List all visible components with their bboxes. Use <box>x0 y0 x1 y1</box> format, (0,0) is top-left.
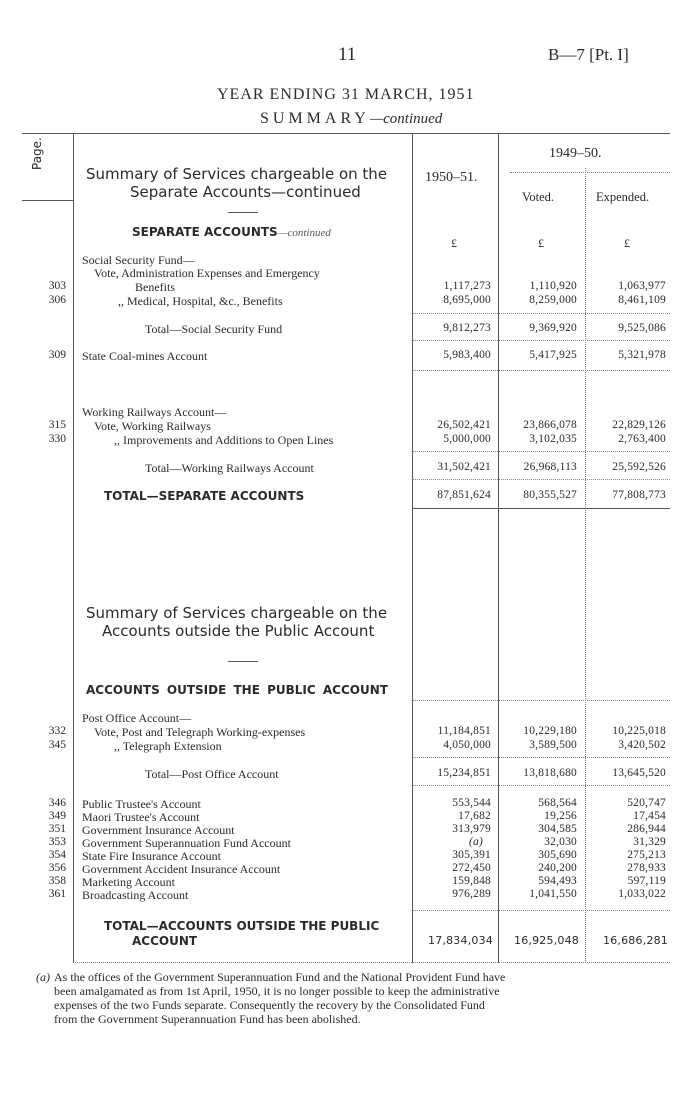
page-ref: 356 <box>48 862 66 874</box>
value-voted: 305,690 <box>538 849 577 861</box>
col-voted-header: Voted. <box>522 190 555 204</box>
summary-heading-line1: Summary of Services chargeable on the <box>86 165 388 183</box>
value-expended: 1,063,977 <box>618 280 666 292</box>
row-description: ,, Improvements and Additions to Open Lines <box>114 433 334 447</box>
value-1950: 305,391 <box>452 849 491 861</box>
value-expended: 8,461,109 <box>618 294 666 306</box>
value-voted: 240,200 <box>538 862 577 874</box>
value-expended: 1,033,022 <box>618 888 666 900</box>
summary-heading-line2 <box>130 183 361 201</box>
total-value-expended: 13,645,520 <box>612 767 666 779</box>
value-voted: 3,589,500 <box>529 739 577 751</box>
separate-accounts-heading-text: SEPARATE ACCOUNTS <box>132 225 278 239</box>
value-expended: 286,944 <box>627 823 666 835</box>
page-ref: 303 <box>48 280 66 292</box>
value-expended: 5,321,978 <box>618 349 666 361</box>
grand-total-expended: 16,686,281 <box>603 934 668 947</box>
value-expended: 17,454 <box>633 810 666 822</box>
page-col-divider <box>73 133 74 963</box>
heading-short-rule <box>228 661 258 662</box>
row-description: Maori Trustee's Account <box>82 810 200 824</box>
total-working-railways-label: Total—Working Railways Account <box>145 461 314 475</box>
separate-accounts-heading-cont: —continued <box>277 227 331 239</box>
total-value-expended: 9,525,086 <box>618 322 666 334</box>
total-value-1950: 31,502,421 <box>437 461 491 473</box>
section-rule <box>413 370 670 371</box>
total-value-expended: 25,592,526 <box>612 461 666 473</box>
page-ref: 345 <box>48 739 66 751</box>
coal-mines-label: State Coal-mines Account <box>82 349 208 363</box>
year-title: YEAR ENDING 31 MARCH, 1951 <box>217 86 475 103</box>
value-voted: 23,866,078 <box>523 419 577 431</box>
subtotal-rule <box>413 313 670 314</box>
value-expended: 2,763,400 <box>618 433 666 445</box>
total-outside-label-line2: ACCOUNT <box>132 934 198 948</box>
total-value-voted: 13,818,680 <box>523 767 577 779</box>
row-description: Broadcasting Account <box>82 888 189 902</box>
row-description: Government Accident Insurance Account <box>82 862 281 876</box>
pound-sign-expended: £ <box>624 236 630 250</box>
footnote-line: from the Government Superannuation Fund has been abolished. <box>54 1012 361 1026</box>
total-value-voted: 26,968,113 <box>523 461 577 473</box>
subtotal-rule <box>413 910 670 911</box>
total-social-security-label: Total—Social Security Fund <box>145 322 283 336</box>
page-ref: 358 <box>48 875 66 887</box>
footnote-label: (a) <box>36 970 50 984</box>
year-1949-rule <box>510 172 670 173</box>
value-1950: 17,682 <box>458 810 491 822</box>
summary-title-cont: —continued <box>369 111 443 127</box>
value-voted: 304,585 <box>538 823 577 835</box>
value-1950: 1,117,273 <box>443 280 491 292</box>
row-description: Vote, Working Railways <box>94 419 211 433</box>
grand-total-expended: 77,808,773 <box>612 489 666 501</box>
summary-heading-line2-text: Separate Accounts—continued <box>130 183 361 201</box>
subtotal-rule <box>413 451 670 452</box>
total-value-1950: 15,234,851 <box>437 767 491 779</box>
value-voted: 32,030 <box>544 836 577 848</box>
value-voted: 568,564 <box>538 797 577 809</box>
row-description: ,, Telegraph Extension <box>114 739 222 753</box>
value-1950: 8,695,000 <box>443 294 491 306</box>
grand-total-1950: 87,851,624 <box>437 489 491 501</box>
grand-total-voted: 80,355,527 <box>523 489 577 501</box>
subtotal-rule <box>413 340 670 341</box>
grand-total-rule <box>413 508 670 509</box>
page-ref: 351 <box>48 823 66 835</box>
page-col-head-rule <box>22 200 74 201</box>
value-1950: 5,983,400 <box>443 349 491 361</box>
value-voted: 10,229,180 <box>523 725 577 737</box>
outside-heading-line1: Summary of Services chargeable on the <box>86 604 388 622</box>
value-expended: 275,213 <box>627 849 666 861</box>
page-ref: 361 <box>48 888 66 900</box>
row-description: Vote, Post and Telegraph Working-expenses <box>94 725 306 739</box>
page-ref: 330 <box>48 433 66 445</box>
subtotal-rule <box>413 479 670 480</box>
value-expended: 3,420,502 <box>618 739 666 751</box>
summary-title-text: SUMMARY <box>260 110 370 127</box>
value-1950: 26,502,421 <box>437 419 491 431</box>
table-bottom-rule <box>73 962 670 963</box>
row-description: State Fire Insurance Account <box>82 849 221 863</box>
outside-accounts-heading: ACCOUNTS OUTSIDE THE PUBLIC ACCOUNT <box>86 683 388 697</box>
separate-accounts-heading <box>132 225 331 239</box>
row-description: Government Insurance Account <box>82 823 235 837</box>
row-description: Vote, Administration Expenses and Emergency <box>94 266 320 280</box>
footnote-line: As the offices of the Government Superannuation Fund and the National Provident Fund have <box>54 970 506 984</box>
row-description: Government Superannuation Fund Account <box>82 836 291 850</box>
total-outside-label-line1: TOTAL—ACCOUNTS OUTSIDE THE PUBLIC <box>104 919 380 933</box>
value-1950: 976,289 <box>452 888 491 900</box>
working-railways-label: Working Railways Account— <box>82 405 227 419</box>
value-expended: 597,119 <box>627 875 666 887</box>
row-description: Public Trustee's Account <box>82 797 201 811</box>
value-voted: 594,493 <box>538 875 577 887</box>
value-voted: 8,259,000 <box>529 294 577 306</box>
subtotal-rule <box>413 785 670 786</box>
value-1950: 553,544 <box>452 797 491 809</box>
heading-short-rule <box>228 212 258 213</box>
value-voted: 3,102,035 <box>529 433 577 445</box>
footnote-line: expenses of the two Funds separate. Consequently the recovery by the Consolidated Fund <box>54 998 485 1012</box>
page-number: 11 <box>338 44 357 65</box>
subtotal-rule <box>413 757 670 758</box>
total-value-1950: 9,812,273 <box>443 322 491 334</box>
value-1950: 272,450 <box>452 862 491 874</box>
total-value-voted: 9,369,920 <box>529 322 577 334</box>
value-voted: 1,041,550 <box>529 888 577 900</box>
value-voted: 1,110,920 <box>529 280 577 292</box>
pound-sign-1950: £ <box>451 236 457 250</box>
page-ref: 315 <box>48 419 66 431</box>
social-security-fund-label: Social Security Fund— <box>82 253 195 267</box>
value-voted: 19,256 <box>544 810 577 822</box>
page-ref: 353 <box>48 836 66 848</box>
value-1950: 4,050,000 <box>443 739 491 751</box>
col-1949-header: 1949–50. <box>549 146 602 161</box>
page-ref: 332 <box>48 725 66 737</box>
col-1950-header: 1950–51. <box>425 170 478 185</box>
page-ref: 349 <box>48 810 66 822</box>
summary-title <box>260 110 442 128</box>
col-expended-header: Expended. <box>596 190 650 204</box>
page-ref: 309 <box>48 349 66 361</box>
row-description-cont: Benefits <box>135 280 175 294</box>
pound-sign-voted: £ <box>538 236 544 250</box>
page-ref: 306 <box>48 294 66 306</box>
value-expended: 22,829,126 <box>612 419 666 431</box>
page-ref: 346 <box>48 797 66 809</box>
page-column-header: Page. <box>30 137 44 170</box>
value-expended: 520,747 <box>627 797 666 809</box>
footnote-line: been amalgamated as from 1st April, 1950, it is no longer possible to keep the administrative <box>54 984 500 998</box>
post-office-label: Post Office Account— <box>82 711 192 725</box>
outside-heading-line2: Accounts outside the Public Account <box>102 622 375 640</box>
section-rule <box>413 700 670 701</box>
value-1950: 5,000,000 <box>443 433 491 445</box>
value-1950: 11,184,851 <box>437 725 491 737</box>
value-1950: (a) <box>468 836 483 848</box>
value-1950: 159,848 <box>452 875 491 887</box>
total-post-office-label: Total—Post Office Account <box>145 767 279 781</box>
total-separate-accounts-label: TOTAL—SEPARATE ACCOUNTS <box>104 489 305 503</box>
value-voted: 5,417,925 <box>529 349 577 361</box>
value-expended: 10,225,018 <box>612 725 666 737</box>
row-description: ,, Medical, Hospital, &c., Benefits <box>118 294 283 308</box>
page-ref: 354 <box>48 849 66 861</box>
table-top-rule <box>22 133 670 134</box>
document-reference: B—7 [Pt. I] <box>548 45 629 64</box>
value-expended: 278,933 <box>627 862 666 874</box>
grand-total-voted: 16,925,048 <box>514 934 579 947</box>
value-1950: 313,979 <box>452 823 491 835</box>
row-description: Marketing Account <box>82 875 175 889</box>
value-expended: 31,329 <box>633 836 666 848</box>
grand-total-1950: 17,834,034 <box>428 934 493 947</box>
